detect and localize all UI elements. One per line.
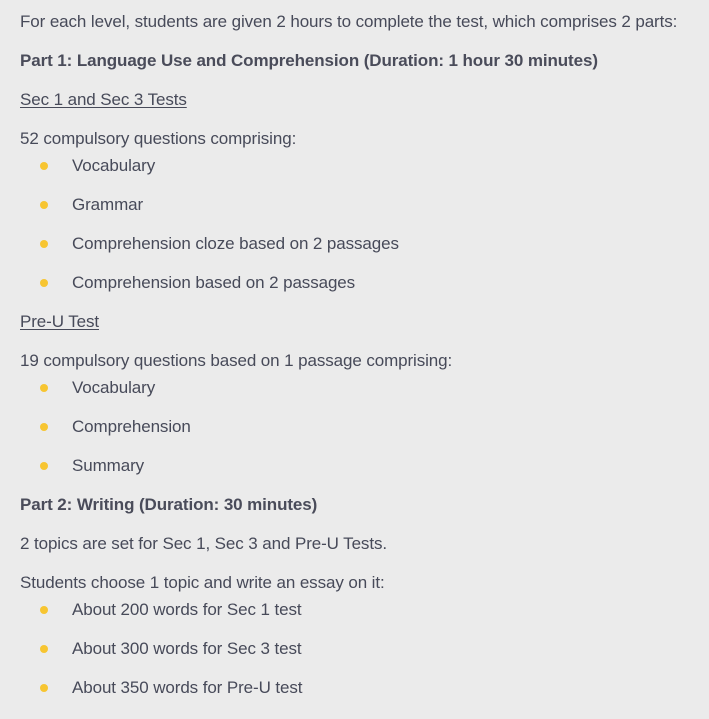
- bullet-dot-icon: [40, 645, 48, 653]
- bullet-dot-icon: [40, 423, 48, 431]
- list-item: [20, 233, 709, 255]
- list-item-label: Comprehension: [72, 417, 191, 436]
- list-item-label: About 300 words for Sec 3 test: [72, 639, 302, 658]
- list-item: [20, 377, 709, 399]
- list-item-label: About 350 words for Pre-U test: [72, 678, 303, 697]
- bullet-dot-icon: [40, 684, 48, 692]
- part2-heading: Part 2: Writing (Duration: 30 minutes): [20, 495, 318, 514]
- bullet-dot-icon: [40, 606, 48, 614]
- preu-test-description: 19 compulsory questions based on 1 passage comprising:: [20, 351, 453, 370]
- preu-test-title: Pre-U Test: [20, 312, 99, 331]
- list-item-label: Vocabulary: [72, 378, 156, 397]
- list-item: [20, 455, 709, 477]
- list-item: [20, 194, 709, 216]
- list-item: [20, 155, 709, 177]
- part2-topics-note: 2 topics are set for Sec 1, Sec 3 and Pre-U Tests.: [20, 534, 387, 553]
- bullet-dot-icon: [40, 240, 48, 248]
- part1-heading: Part 1: Language Use and Comprehension (Duration: 1 hour 30 minutes): [20, 51, 598, 70]
- list-item: [20, 638, 709, 660]
- sec-tests-title: Sec 1 and Sec 3 Tests: [20, 90, 187, 109]
- list-item-label: Summary: [72, 456, 145, 475]
- bullet-dot-icon: [40, 279, 48, 287]
- list-item-label: Comprehension based on 2 passages: [72, 273, 356, 292]
- part2-word-count-list: [20, 599, 709, 699]
- list-item: [20, 677, 709, 699]
- list-item-label: Grammar: [72, 195, 144, 214]
- bullet-dot-icon: [40, 384, 48, 392]
- bullet-dot-icon: [40, 462, 48, 470]
- list-item-label: Vocabulary: [72, 156, 156, 175]
- list-item: [20, 599, 709, 621]
- list-item: [20, 272, 709, 294]
- bullet-dot-icon: [40, 201, 48, 209]
- preu-test-list: [20, 377, 709, 477]
- part2-choose-note: Students choose 1 topic and write an essay on it:: [20, 573, 385, 592]
- intro-text: For each level, students are given 2 hours to complete the test, which comprises 2 parts:: [20, 12, 678, 31]
- list-item: [20, 416, 709, 438]
- list-item-label: About 200 words for Sec 1 test: [72, 600, 302, 619]
- sec-tests-description: 52 compulsory questions comprising:: [20, 129, 297, 148]
- list-item-label: Comprehension cloze based on 2 passages: [72, 234, 399, 253]
- bullet-dot-icon: [40, 162, 48, 170]
- sec-tests-list: [20, 155, 709, 294]
